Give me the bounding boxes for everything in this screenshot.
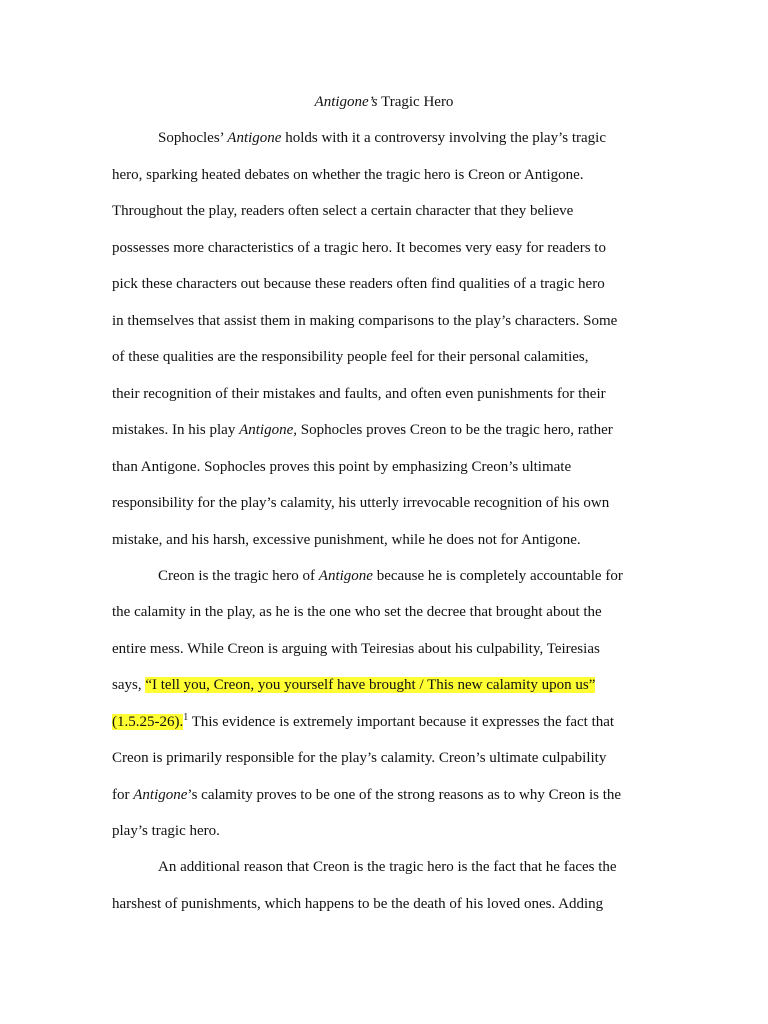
text-segment: of these qualities are the responsibility people feel for their personal calamities, xyxy=(112,349,589,365)
text-segment: Sophocles’ xyxy=(158,130,228,146)
text-line xyxy=(112,457,657,477)
text-line xyxy=(112,675,657,695)
text-line xyxy=(112,530,657,550)
footnote-marker: 1 xyxy=(183,712,189,723)
text-segment: harshest of punishments, which happens to be the death of his loved ones. Adding xyxy=(112,896,604,912)
text-line xyxy=(158,566,657,586)
text-segment: ’s calamity proves to be one of the strong reasons as to why Creon is the xyxy=(187,787,622,803)
text-segment: the calamity in the play, as he is the one who set the decree that brought about the xyxy=(112,604,602,620)
document-title-italic: Antigone’s xyxy=(314,94,378,110)
highlighted-quote: (1.5.25-26). xyxy=(112,714,184,730)
document-title-rest: Tragic Hero xyxy=(377,94,454,110)
text-segment: than Antigone. Sophocles proves this point by emphasizing Creon’s ultimate xyxy=(112,459,572,475)
text-segment: in themselves that assist them in making comparisons to the play’s characters. Some xyxy=(112,313,618,329)
text-segment: holds with it a controversy involving the play’s tragic xyxy=(281,130,606,146)
text-line xyxy=(112,493,657,513)
text-segment: because he is completely accountable for xyxy=(372,568,623,584)
text-segment: responsibility for the play’s calamity, his utterly irrevocable recognition of his own xyxy=(112,495,610,511)
text-line xyxy=(112,894,657,914)
text-segment: pick these characters out because these readers often find qualities of a tragic hero xyxy=(112,276,605,292)
text-line xyxy=(158,857,657,877)
text-segment: hero, sparking heated debates on whether the tragic hero is Creon or Antigone. xyxy=(112,167,584,183)
text-line xyxy=(112,347,657,367)
italic-text: Antigone xyxy=(133,787,188,803)
text-line xyxy=(112,785,657,805)
text-line xyxy=(112,311,657,331)
text-segment: This evidence is extremely important because it expresses the fact that xyxy=(188,714,615,730)
text-line xyxy=(112,165,657,185)
text-segment: play’s tragic hero. xyxy=(112,823,220,839)
text-segment: for xyxy=(112,787,134,803)
text-line xyxy=(112,821,657,841)
text-segment: entire mess. While Creon is arguing with Teiresias about his culpability, Teiresias xyxy=(112,641,600,657)
text-segment: Creon is primarily responsible for the play’s calamity. Creon’s ultimate culpability xyxy=(112,750,607,766)
italic-text: Antigone xyxy=(318,568,373,584)
text-line xyxy=(112,201,657,221)
text-segment: An additional reason that Creon is the tragic hero is the fact that he faces the xyxy=(158,859,617,875)
highlighted-quote: “I tell you, Creon, you yourself have brought / This new calamity upon us” xyxy=(145,677,596,693)
text-line xyxy=(112,748,657,768)
text-segment: Throughout the play, readers often select a certain character that they believe xyxy=(112,203,574,219)
italic-text: Antigone xyxy=(227,130,282,146)
text-line xyxy=(112,420,657,440)
italic-text: Antigone, xyxy=(239,422,297,438)
text-line xyxy=(158,128,657,148)
text-segment: Sophocles proves Creon to be the tragic hero, rather xyxy=(296,422,613,438)
text-segment: mistake, and his harsh, excessive punishment, while he does not for Antigone. xyxy=(112,532,581,548)
text-line xyxy=(112,238,657,258)
text-segment: possesses more characteristics of a tragic hero. It becomes very easy for readers to xyxy=(112,240,606,256)
text-segment: their recognition of their mistakes and faults, and often even punishments for their xyxy=(112,386,606,402)
document-title xyxy=(0,92,768,112)
text-line xyxy=(112,384,657,404)
text-segment: mistakes. In his play xyxy=(112,422,240,438)
text-line xyxy=(112,639,657,659)
text-line xyxy=(112,712,657,732)
text-segment: Creon is the tragic hero of xyxy=(158,568,319,584)
text-segment: says, xyxy=(112,677,146,693)
text-line xyxy=(112,274,657,294)
text-line xyxy=(112,602,657,622)
